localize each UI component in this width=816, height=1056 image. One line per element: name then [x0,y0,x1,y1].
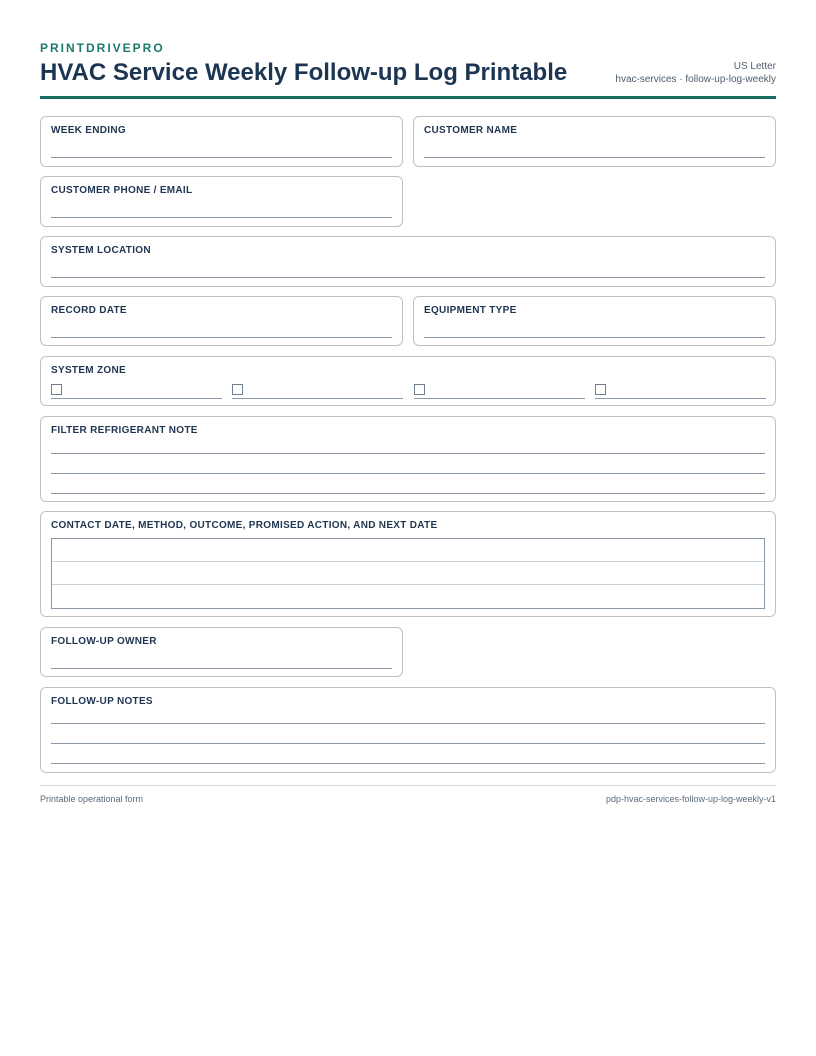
filter-note-line-3[interactable] [51,493,765,494]
footer-description: Printable operational form [40,794,144,804]
table-row[interactable] [52,562,764,585]
follow-up-notes-line-1[interactable] [51,723,765,724]
follow-up-notes-line-3[interactable] [51,763,765,764]
table-row[interactable] [52,539,764,562]
option-write-line[interactable] [232,398,403,399]
record-date-card [40,296,403,346]
footer-form-id: pdp-hvac-services-follow-up-log-weekly-v1 [605,794,776,804]
filter-note-label: FILTER REFRIGERANT NOTE [51,425,198,436]
system-location-label: SYSTEM LOCATION [51,245,151,256]
filter-note-line-1[interactable] [51,453,765,454]
customer-name-field[interactable] [424,157,765,158]
customer-name-label: CUSTOMER NAME [424,125,518,136]
brand-name: PRINTDRIVEPRO [40,41,165,55]
checkbox-icon[interactable] [51,384,62,395]
system-zone-option-2 [232,383,403,399]
system-zone-label: SYSTEM ZONE [51,365,126,376]
header-rule [40,96,776,99]
checkbox-icon[interactable] [232,384,243,395]
equipment-type-label: EQUIPMENT TYPE [424,305,517,316]
filter-note-card [40,416,776,502]
follow-up-notes-line-2[interactable] [51,743,765,744]
customer-contact-card [40,176,403,227]
follow-up-notes-card [40,687,776,773]
option-write-line[interactable] [414,398,585,399]
follow-up-owner-field[interactable] [51,668,392,669]
week-ending-field[interactable] [51,157,392,158]
header-meta [615,60,776,86]
system-location-field[interactable] [51,277,765,278]
equipment-type-card [413,296,776,346]
footer-divider [40,785,776,786]
page-title: HVAC Service Weekly Follow-up Log Printable [40,59,568,86]
system-zone-option-4 [595,383,766,399]
week-ending-card [40,116,403,167]
option-write-line[interactable] [51,398,222,399]
option-write-line[interactable] [595,398,766,399]
form-path: hvac-services · follow-up-log-weekly [615,74,776,85]
customer-contact-field[interactable] [51,217,392,218]
contact-log-label: CONTACT DATE, METHOD, OUTCOME, PROMISED ACTION, AND NEXT DATE [51,520,438,531]
checkbox-icon[interactable] [414,384,425,395]
table-row[interactable] [52,585,764,608]
follow-up-owner-label: FOLLOW-UP OWNER [51,636,157,647]
record-date-label: RECORD DATE [51,305,127,316]
system-zone-card [40,356,776,406]
customer-name-card [413,116,776,167]
customer-contact-label: CUSTOMER PHONE / EMAIL [51,185,193,196]
week-ending-label: WEEK ENDING [51,125,126,136]
contact-log-card [40,511,776,617]
system-zone-option-3 [414,383,585,399]
equipment-type-field[interactable] [424,337,765,338]
filter-note-line-2[interactable] [51,473,765,474]
contact-log-table [51,538,765,609]
paper-size: US Letter [733,61,776,72]
follow-up-owner-card [40,627,403,677]
checkbox-icon[interactable] [595,384,606,395]
system-zone-option-1 [51,383,222,399]
record-date-field[interactable] [51,337,392,338]
follow-up-notes-label: FOLLOW-UP NOTES [51,696,153,707]
system-location-card [40,236,776,287]
